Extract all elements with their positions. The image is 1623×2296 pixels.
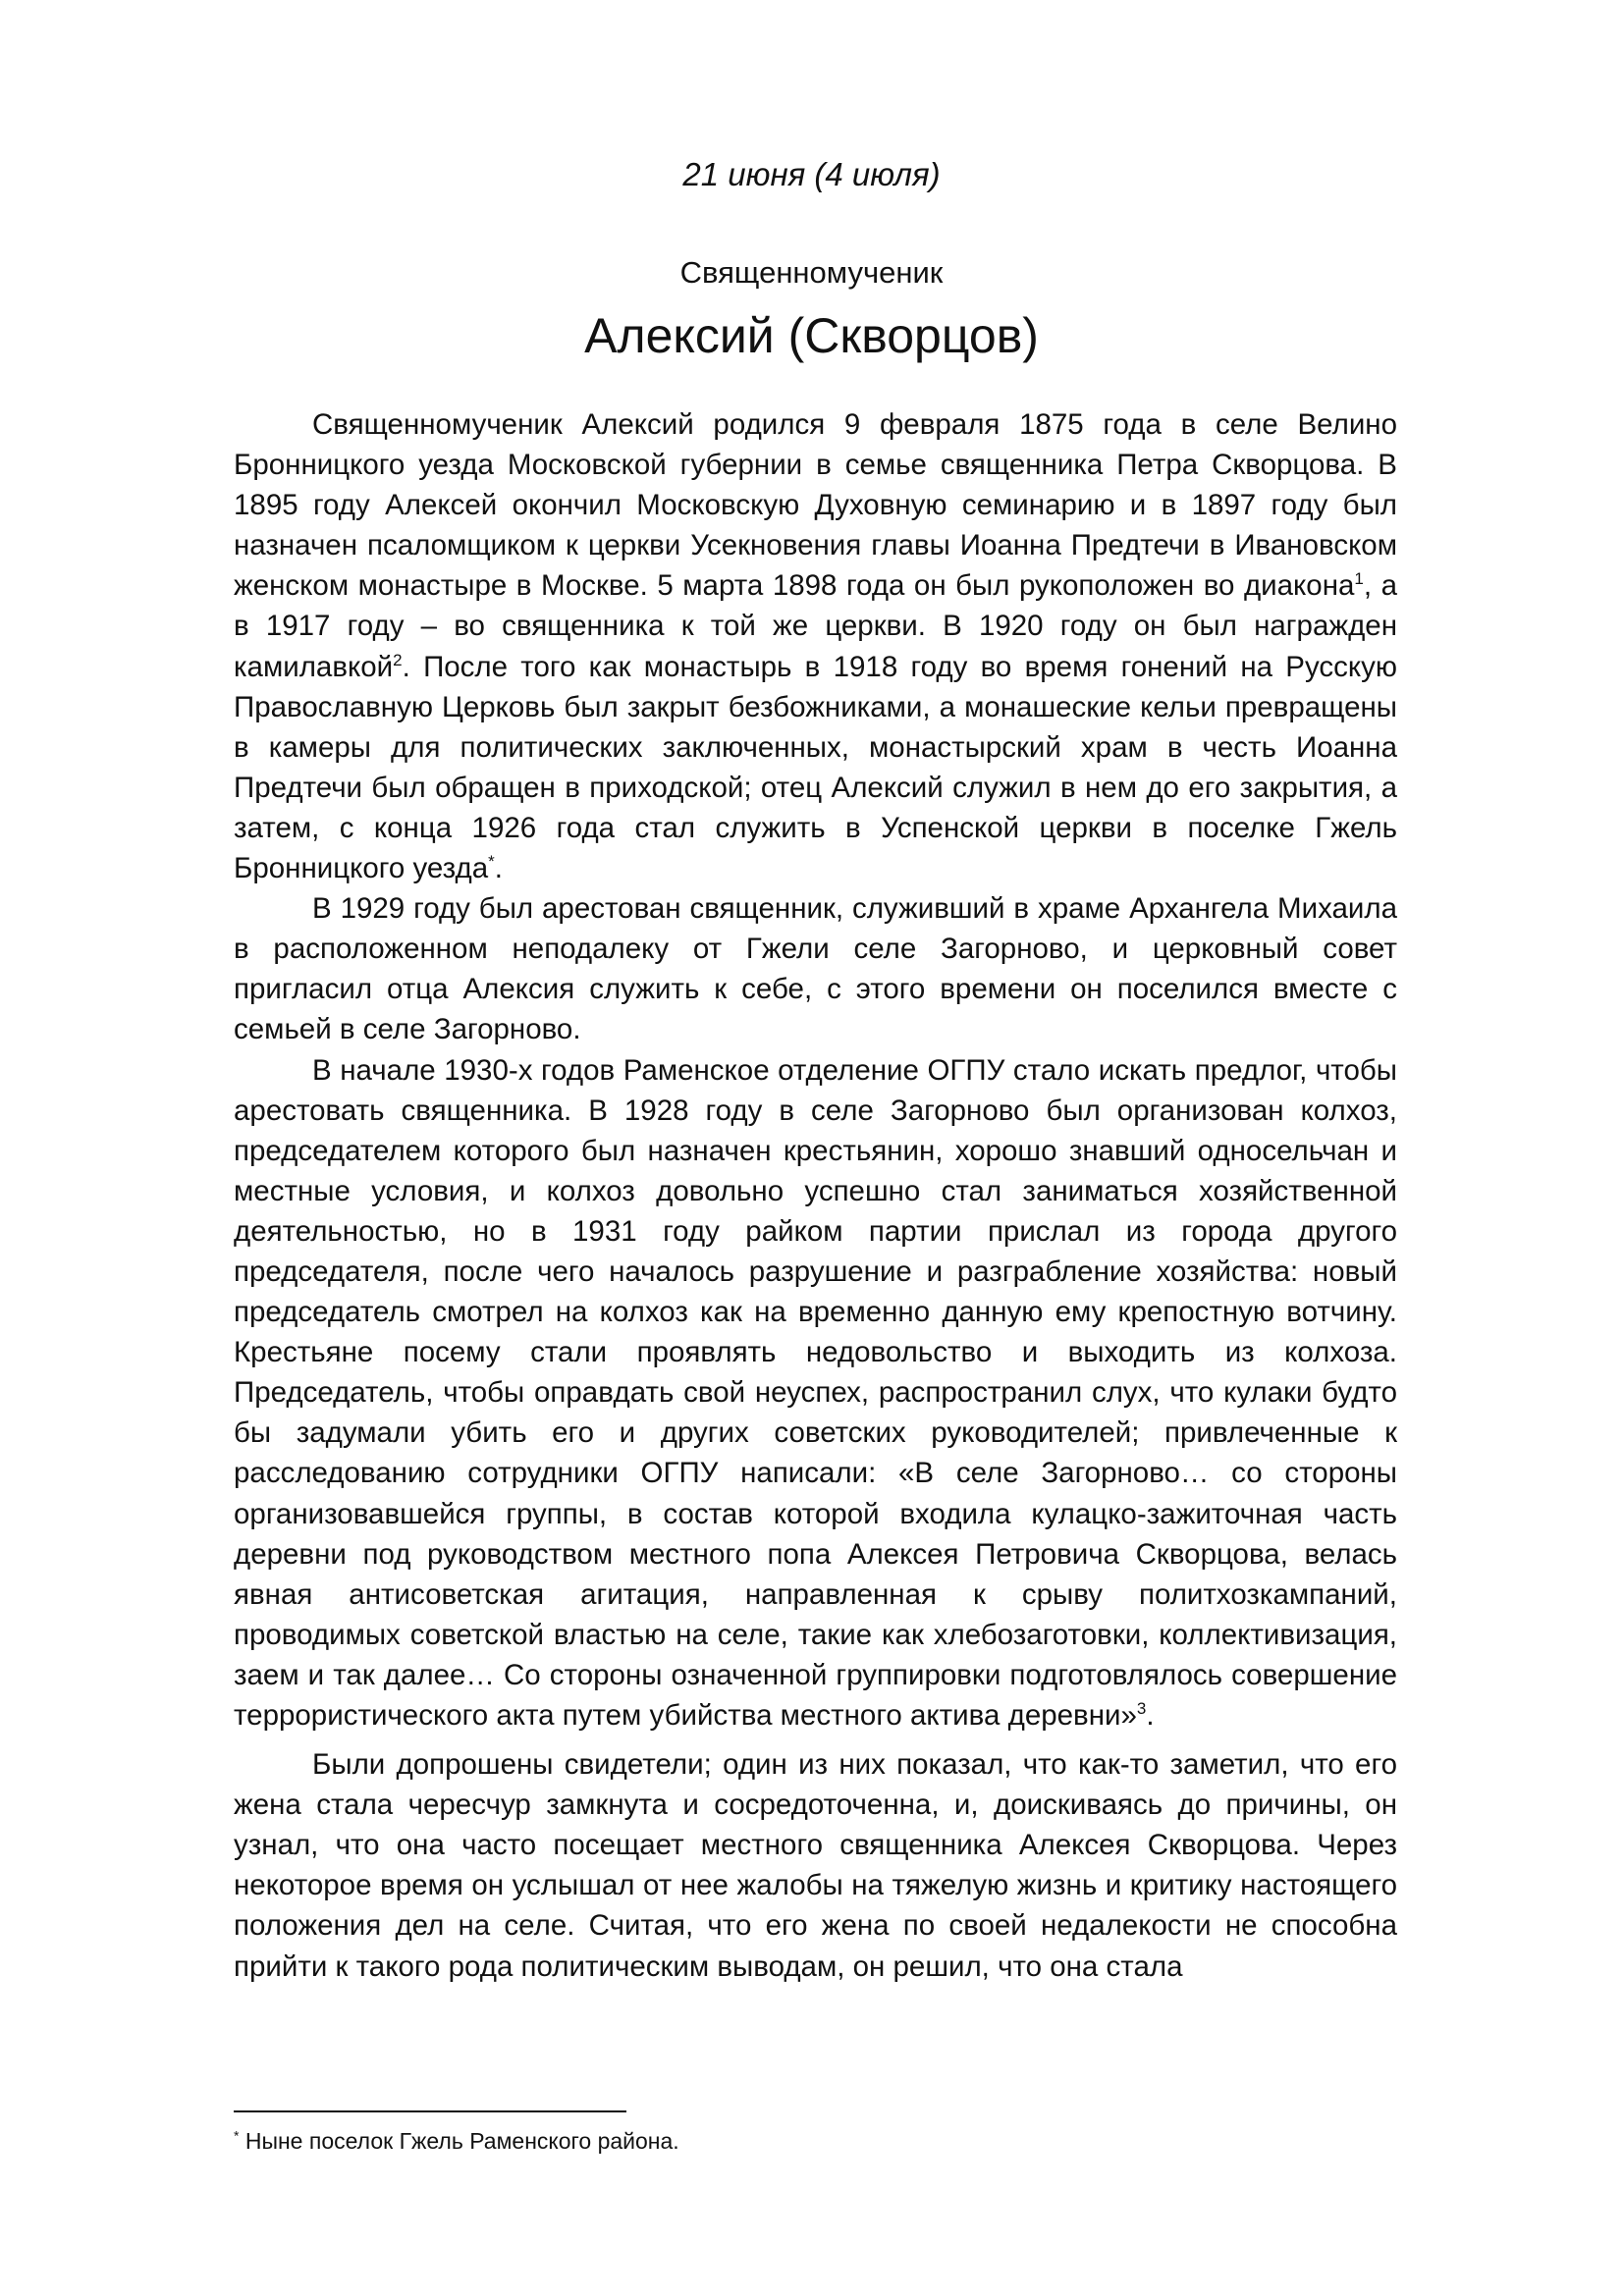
paragraph-1-part-2: , а в 1917 году – во священника к той же церкви. В 1920 году он был награжден камилавкой [234,569,1397,683]
paragraph-1-part-1: Священномученик Алексий родился 9 февраля 1875 года в селе Велино Бронницкого уезда Московской губернии в семье священника Петра Скворцова. В 1895 году Алексей окончил Московскую Духовную семинарию и в 1897 году был назначен псаломщиком к церкви Усекновения главы Иоанна Предтечи в Ивановском женском монастыре в Москве. 5 марта 1898 года он был рукоположен во диакона [234,408,1397,603]
paragraph-2: В 1929 году был арестован священник, служивший в храме Архангела Михаила в расположенном неподалеку от Гжели селе Загорново, и церковный совет пригласил отца Алексия служить к себе, с этого времени он поселился вместе с семьей в селе Загорново. [234,892,1397,1046]
footnote-divider [234,2110,626,2112]
footnote-ref-3: 3 [1136,1699,1147,1719]
feast-date: 21 июня (4 июля) [682,156,941,192]
footnote [234,2126,679,2156]
footnote-ref-2: 2 [393,650,403,669]
paragraph-1 [234,404,1397,888]
footnote-ref-1: 1 [1354,569,1364,589]
paragraph-1-end: . [494,852,503,885]
paragraph-4: Были допрошены свидетели; один из них показал, что как-то заметил, что его жена стала чересчур замкнута и сосредоточенна, и, доискиваясь до причины, он узнал, что она часто посещает местного священника Алексея Скворцова. Через некоторое время он услышал от нее жалобы на тяжелую жизнь и критику настоящего положения дел на селе. Считая, что его жена по своей недалекости не способна прийти к такого рода политическим выводам, он решил, что она стала [234,1748,1397,1983]
footnote-marker: * [234,2127,240,2144]
footnote-ref-asterisk: * [488,852,495,872]
paragraph-3-end: . [1146,1699,1155,1732]
paragraph-3 [234,1050,1397,1736]
paragraph-1-part-3: . После того как монастырь в 1918 году во время гонений на Русскую Православную Церковь был закрыт безбожниками, а монашеские кельи превращены в камеры для политических заключенных, монастырский храм в честь Иоанна Предтечи был обращен в приходской; отец Алексий служил в нем до его закрытия, а затем, с конца 1926 года стал служить в Успенской церкви в поселке Гжель Бронницкого уезда [234,650,1397,885]
footnote-text: Ныне поселок Гжель Раменского района. [239,2128,679,2154]
body-text [234,404,1397,1987]
saint-rank: Священномученик [679,255,944,290]
saint-name: Алексий (Скворцов) [584,308,1039,363]
paragraph-3-text: В начале 1930-х годов Раменское отделение ОГПУ стало искать предлог, чтобы арестовать священника. В 1928 году в селе Загорново был организован колхоз, председателем которого был назначен крестьянин, хорошо знавший односельчан и местные условия, и колхоз довольно успешно стал заниматься хозяйственной деятельностью, но в 1931 году райком партии прислал из города другого председателя, после чего началось разрушение и разграбление хозяйства: новый председатель смотрел на колхоз как на временно данную ему крепостную вотчину. Крестьяне посему стали проявлять недовольство и выходить из колхоза. Председатель, чтобы оправдать свой неуспех, распространил слух, что кулаки будто бы задумали убить его и других советских руководителей; привлеченные к расследованию сотрудники ОГПУ написали: «В селе Загорново… со стороны организовавшейся группы, в состав которой входила кулацко-зажиточная часть деревни под руководством местного попа Алексея Петровича Скворцова, велась явная антисоветская агитация, направленная к срыву политхозкампаний, проводимых советской властью на селе, такие как хлебозаготовки, коллективизация, заем и так далее… Со стороны означенной группировки подготовлялось совершение террористического акта путем убийства местного актива деревни» [234,1053,1397,1732]
